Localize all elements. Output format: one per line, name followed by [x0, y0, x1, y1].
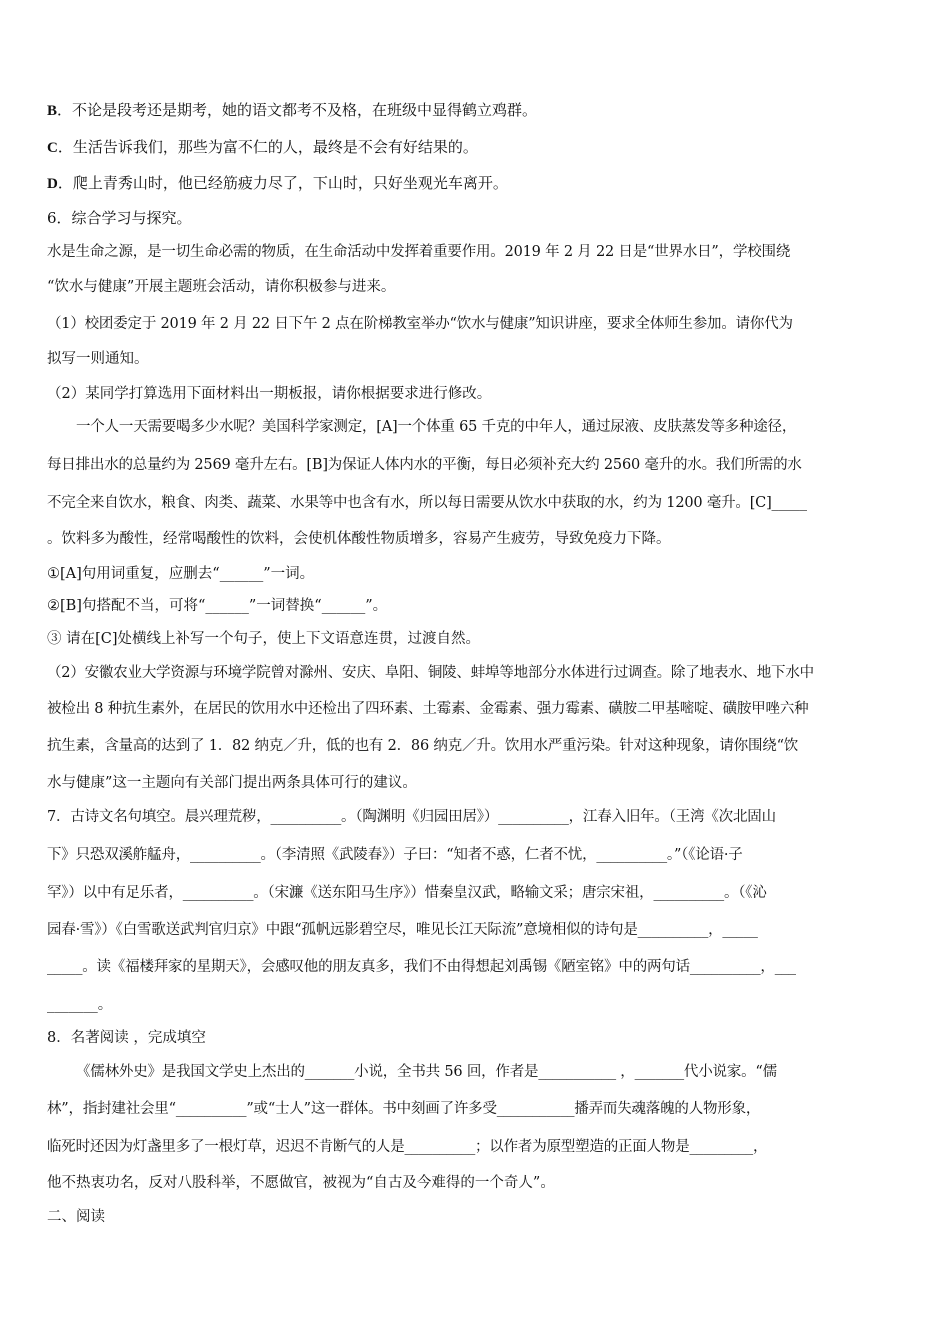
q6-part3-line: 水与健康”这一主题向有关部门提出两条具体可行的建议。	[47, 775, 417, 791]
q6-part3-line: （2）安徽农业大学资源与环境学院曾对滁州、安庆、阜阳、铜陵、蚌埠等地部分水体进行过调查。除了地表水、地下水中	[47, 665, 814, 681]
q6-sub-question: ③ 请在[C]处横线上补写一个句子，使上下文语意连贯，过渡自然。	[47, 631, 481, 647]
q5-option-c	[47, 136, 907, 159]
option-text: ．不论是段考还是期考，她的语文都考不及格，在班级中显得鹤立鸡群。	[57, 101, 538, 119]
q6-sub-question: ②[B]句搭配不当，可将“______”一词替换“______”。	[47, 598, 388, 614]
q6-title: 6．综合学习与探究。	[47, 209, 192, 227]
q7-line: _______。	[47, 997, 113, 1013]
q7-line: 下》只恐双溪舴艋舟，__________。（李清照《武陵春》）子曰：“知者不惑，仁者不忧，__________。”（《论语·子	[47, 847, 743, 863]
q8-line: 林”，指封建社会里“__________”或“士人”这一群体。书中刻画了许多受___________播弄而失魂落魄的人物形象，	[47, 1101, 761, 1117]
q6-passage-line: 不完全来自饮水，粮食、肉类、蔬菜、水果等中也含有水，所以每日需要从饮水中获取的水，约为 1200 毫升。[C]_____	[47, 495, 807, 511]
section-title: 二、阅读	[47, 1209, 105, 1225]
q8-title: 8．名著阅读 ，完成填空	[47, 1030, 206, 1046]
q6-part1-line: （1）校团委定于 2019 年 2 月 22 日下午 2 点在阶梯教室举办“饮水与健康”知识讲座，要求全体师生参加。请你代为	[47, 316, 793, 332]
option-text: ．生活告诉我们，那些为富不仁的人，最终是不会有好结果的。	[57, 138, 478, 156]
q7-line: 7．古诗文名句填空。晨兴理荒秽，__________。（陶渊明《归园田居》）__________，江春入旧年。（王湾《次北固山	[47, 809, 776, 825]
q6-intro-line: 水是生命之源，是一切生命必需的物质，在生命活动中发挥着重要作用。2019 年 2 月 22 日是“世界水日”，学校围绕	[47, 244, 791, 260]
q6-part2-title: （2）某同学打算选用下面材料出一期板报，请你根据要求进行修改。	[47, 386, 492, 402]
q8-line: 他不热衷功名，反对八股科举，不愿做官，被视为“自古及今难得的一个奇人”。	[47, 1175, 555, 1191]
q5-option-b	[47, 99, 907, 122]
q6-passage-line: 。饮料多为酸性，经常喝酸性的饮料，会使机体酸性物质增多，容易产生疲劳，导致免疫力下降。	[47, 531, 671, 547]
q7-line: 罕》）以中有足乐者，__________。（宋濂《送东阳马生序》）惜秦皇汉武，略输文采；唐宗宋祖，__________。（《沁	[47, 885, 767, 901]
q6-sub-question: ①[A]句用词重复，应删去“______”一词。	[47, 566, 315, 582]
option-text: ．爬上青秀山时，他已经筋疲力尽了，下山时，只好坐观光车离开。	[57, 174, 508, 192]
option-letter: B	[47, 103, 58, 119]
q8-line: 《儒林外史》是我国文学史上杰出的_______小说，全书共 56 回，作者是___________ ，_______代小说家。“儒	[76, 1064, 777, 1080]
q6-passage-line: 一个人一天需要喝多少水呢？美国科学家测定，[A]一个体重 65 千克的中年人，通过尿液、皮肤蒸发等多种途径，	[76, 419, 797, 435]
q6-passage-line: 每日排出水的总量约为 2569 毫升左右。[B]为保证人体内水的平衡，每日必须补充大约 2560 毫升的水。我们所需的水	[47, 457, 802, 473]
q6-part3-line: 被检出 8 种抗生素外，在居民的饮用水中还检出了四环素、土霉素、金霉素、强力霉素、磺胺二甲基嘧啶、磺胺甲唑六种	[47, 701, 809, 717]
q6-intro-line: “饮水与健康”开展主题班会活动，请你积极参与进来。	[47, 279, 396, 295]
option-letter: D	[47, 176, 58, 192]
q5-option-d	[47, 172, 907, 195]
option-letter: C	[47, 140, 58, 156]
q8-line: 临死时还因为灯盏里多了一根灯草，迟迟不肯断气的人是__________；以作者为原型塑造的正面人物是_________，	[47, 1139, 768, 1155]
q7-line: 园春·雪》）《白雪歌送武判官归京》中跟“孤帆远影碧空尽，唯见长江天际流”意境相似的诗句是__________，_____	[47, 922, 758, 938]
q7-line: _____。读《福楼拜家的星期天》，会感叹他的朋友真多，我们不由得想起刘禹锡《陋室铭》中的两句话__________，___	[47, 959, 796, 975]
q6-part3-line: 抗生素，含量高的达到了 1．82 纳克／升，低的也有 2．86 纳克／升。饮用水严重污染。针对这种现象，请你围绕“饮	[47, 738, 799, 754]
q6-part1-line: 拟写一则通知。	[47, 351, 149, 367]
